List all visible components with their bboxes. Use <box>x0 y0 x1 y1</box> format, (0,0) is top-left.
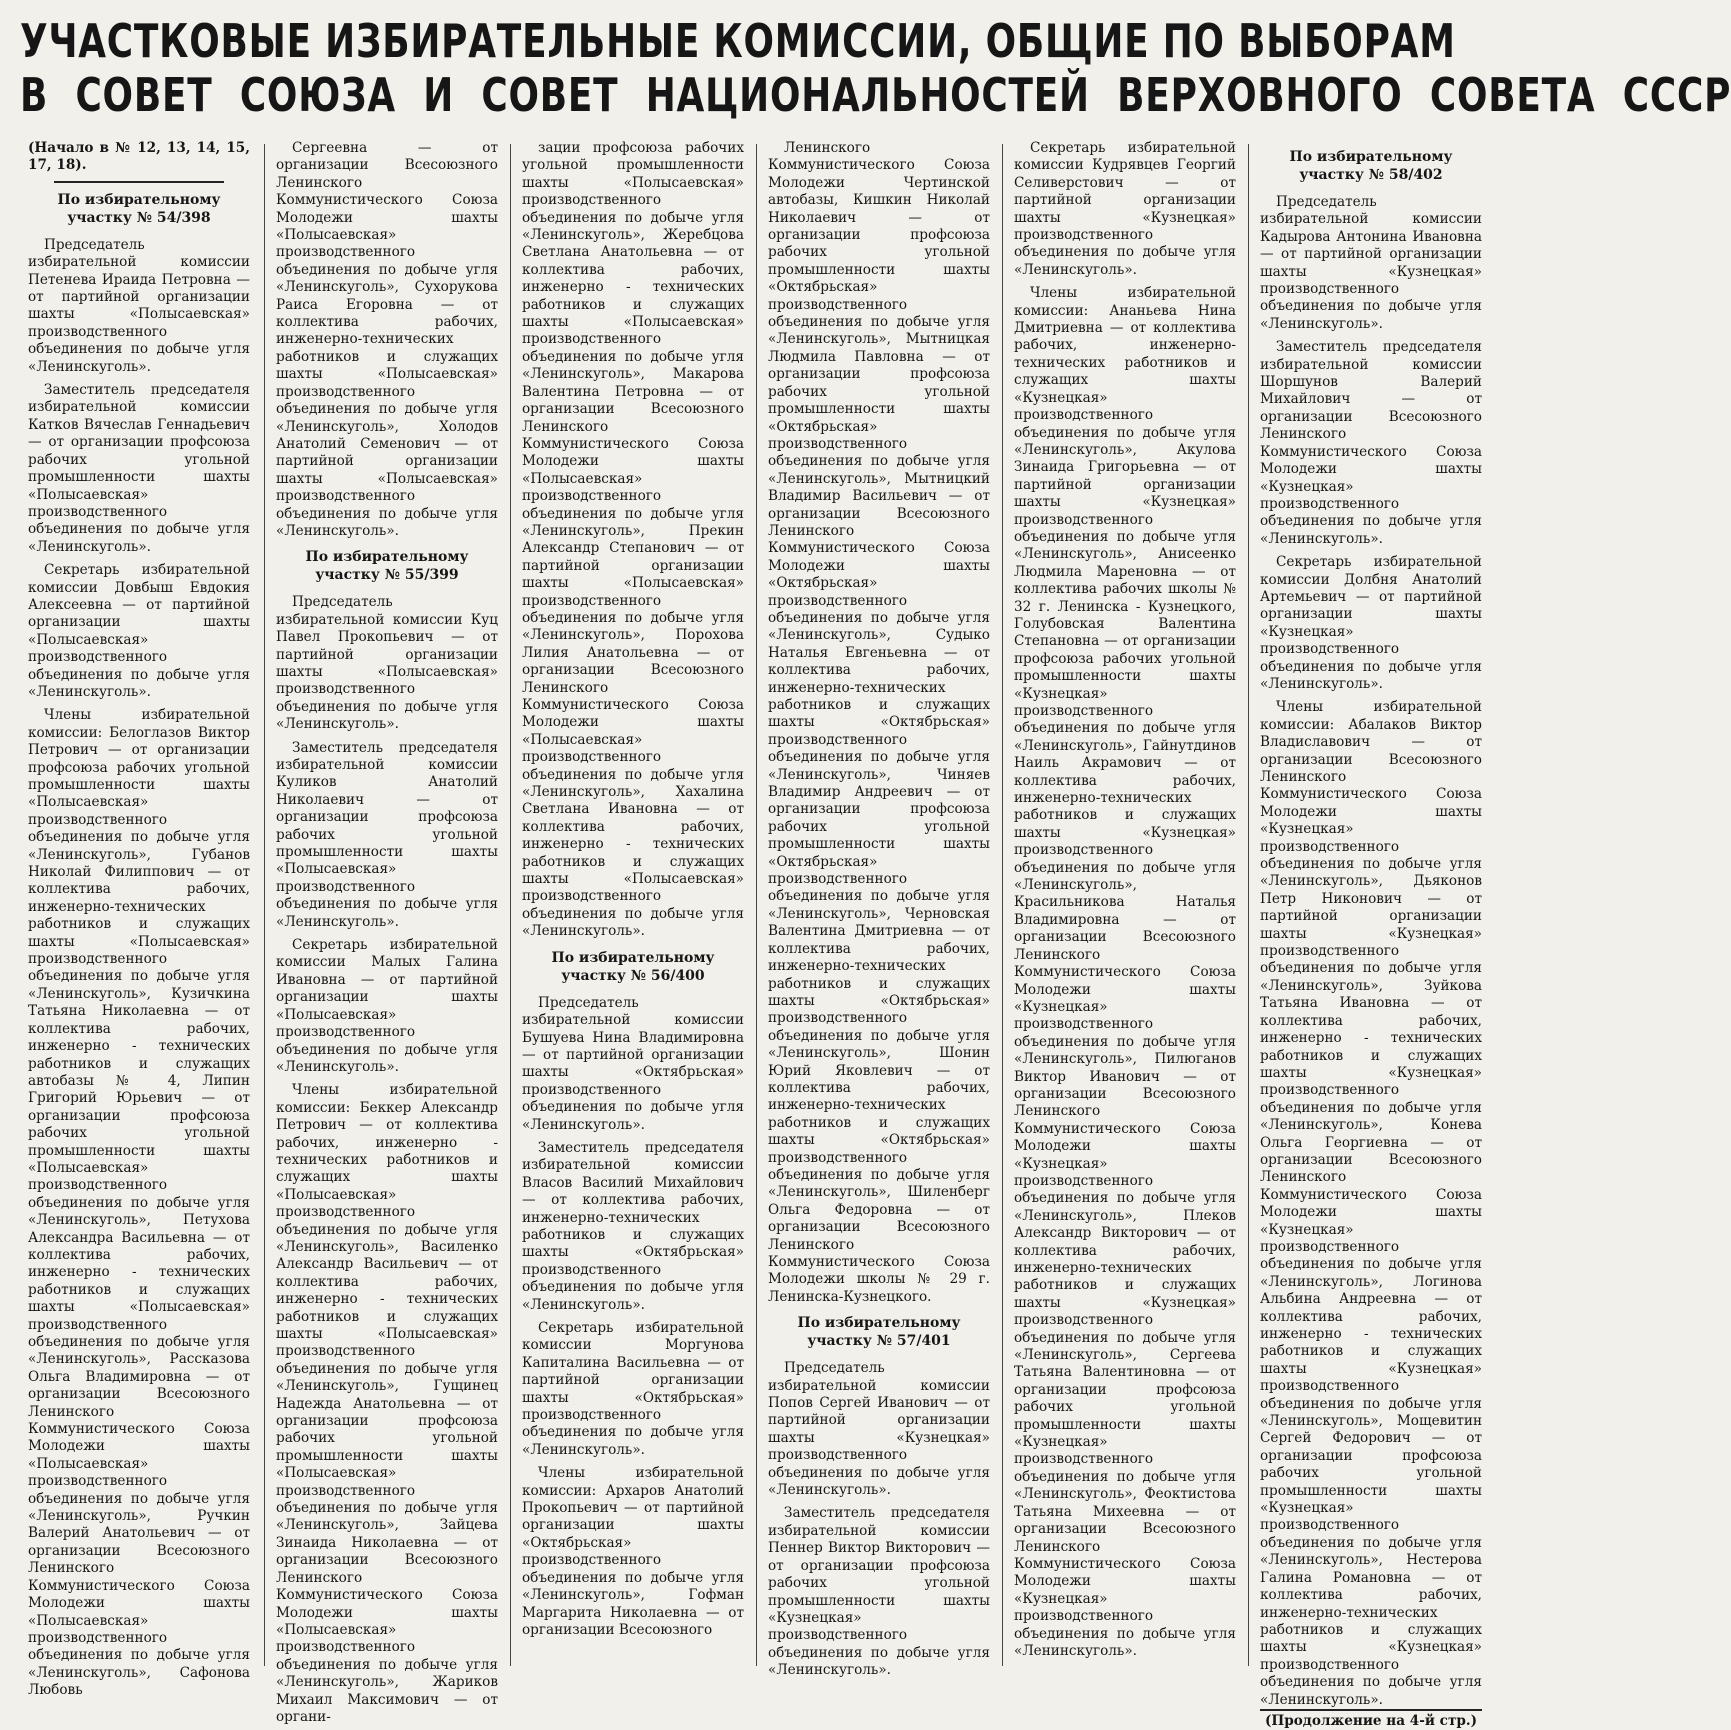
paragraph: Заместитель председателя избирательной комиссии Пеннер Виктор Викторович — от организации профсоюза рабочих угольной промышленности шахты «Кузнецкая» производственного объединения по добыче угля «Ленинскуголь». <box>768 1505 990 1679</box>
column-rule <box>1248 144 1249 1666</box>
column-3 <box>522 140 744 1670</box>
column-rule <box>264 144 265 1666</box>
section-heading-57: По избирательному участку № 57/401 <box>797 1315 961 1350</box>
paragraph: Секретарь избирательной комиссии Долбня Анатолий Артемьевич — от партийной организации шахты «Кузнецкая» производственного объединения по добыче угля «Ленинскуголь». <box>1260 554 1482 692</box>
column-text <box>276 140 498 540</box>
paragraph: Секретарь избирательной комиссии Малых Галина Ивановна — от партийной организации шахты «Полысаевская» производственного объединения по добыче угля «Ленинскуголь». <box>276 937 498 1075</box>
column-1 <box>28 140 250 1699</box>
paragraph: Заместитель председателя избирательной комиссии Катков Вячеслав Геннадьевич — от организации профсоюза рабочих угольной промышленности шахты «Полысаевская» производственного объединения по добыче угля «Ленинскуголь». <box>28 382 250 555</box>
section-heading-54: По избирательному участку № 54/398 <box>57 191 221 226</box>
column-5 <box>1014 140 1236 1670</box>
column-text <box>1014 140 1236 1660</box>
paragraph: Заместитель председателя избирательной комиссии Куликов Анатолий Николаевич — от организации профсоюза рабочих угольной промышленности шахты «Полысаевская» производственного объединения по добыче угля «Ленинскуголь». <box>276 739 498 930</box>
headline <box>20 14 1731 122</box>
paragraph: Секретарь избирательной комиссии Кудрявцев Георгий Селиверстович — от партийной организации шахты «Кузнецкая» производственного объединения по добыче угля «Ленинскуголь». <box>1014 140 1236 278</box>
paragraph: Секретарь избирательной комиссии Довбыш Евдокия Алексеевна — от партийной организации шахты «Полысаевская» производственного объединения по добыче угля «Ленинскуголь». <box>28 562 250 700</box>
section-heading-55: По избирательному участку № 55/399 <box>305 549 469 584</box>
column-rule <box>510 144 511 1666</box>
column-text <box>768 140 990 1306</box>
column-rule <box>756 144 757 1666</box>
paragraph: Члены избирательной комиссии: Архаров Анатолий Прокопьевич — от партийной организации шахты «Октябрьская» производственного объединения по добыче угля «Ленинскуголь», Гофман Маргарита Николаевна — от организации Всесоюзного <box>522 1465 744 1638</box>
column-4 <box>768 140 990 1679</box>
headline-line-2: В СОВЕТ СОЮЗА И СОВЕТ НАЦИОНАЛЬНОСТЕЙ ВЕРХОВНОГО СОВЕТА СССР <box>20 68 1731 122</box>
paragraph: Сергеевна — от организации Всесоюзного Ленинского Коммунистического Союза Молодежи шахты «Полысаевская» производственного объединения по добыче угля «Ленинскуголь», Сухорукова Раиса Егоровна — от коллектива рабочих, инженерно-технических работников и служащих шахты «Полысаевская» производственного объединения по добыче угля «Ленинскуголь», Холодов Анатолий Семенович — от партийной организации шахты «Полысаевская» производственного объединения по добыче угля «Ленинскуголь». <box>276 140 498 539</box>
section-heading-58: По избирательному участку № 58/402 <box>1289 149 1453 183</box>
paragraph: Члены избирательной комиссии: Ананьева Нина Дмитриевна — от коллектива рабочих, инженерно-технических работников и служащих шахты «Кузнецкая» производственного объединения по добыче угля «Ленинскуголь», Акулова Зинаида Григорьевна — от партийной организации шахты «Кузнецкая» производственного объединения по добыче угля «Ленинскуголь», Анисеенко Людмила Мареновна — от коллектива рабочих школы № 32 г. Ленинска - Кузнецкого, Голубовская Валентина Степановна — от организации профсоюза рабочих угольной промышленности шахты «Кузнецкая» производственного объединения по добыче угля «Ленинскуголь», Гайнутдинов Наиль Акрамович — от коллектива рабочих, инженерно-технических работников и служащих шахты «Кузнецкая» производственного объединения по добыче угля «Ленинскуголь», Красильникова Наталья Владимировна — от организации Всесоюзного Ленинского Коммунистического Союза Молодежи шахты «Кузнецкая» производственного объединения по добыче угля «Ленинскуголь», Пилюганов Виктор Иванович — от организации Всесоюзного Ленинского Коммунистического Союза Молодежи шахты «Кузнецкая» производственного объединения по добыче угля «Ленинскуголь», Плеков Александр Викторович — от коллектива рабочих, инженерно-технических работников и служащих шахты «Кузнецкая» производственного объединения по добыче угля «Ленинскуголь», Сергеева Татьяна Валентиновна — от организации профсоюза рабочих угольной промышленности шахты «Кузнецкая» производственного объединения по добыче угля «Ленинскуголь», Феоктистова Татьяна Михеевна — от организации Всесоюзного Ленинского Коммунистического Союза Молодежи шахты «Кузнецкая» производственного объединения по добыче угля «Ленинскуголь». <box>1014 285 1236 1659</box>
column-text <box>276 594 498 1726</box>
column-text <box>522 140 744 941</box>
paragraph: Председатель избирательной комиссии Бушуева Нина Владимировна — от партийной организации шахты «Октябрьская» производственного объединения по добыче угля «Ленинскуголь». <box>522 994 744 1133</box>
paragraph: Члены избирательной комиссии: Абалаков Виктор Владиславович — от организации Всесоюзного Ленинского Коммунистического Союза Молодежи шахты «Кузнецкая» производственного объединения по добыче угля «Ленинскуголь», Дьяконов Петр Никонович — от партийной организации шахты «Кузнецкая» производственного объединения по добыче угля «Ленинскуголь», Зуйкова Татьяна Ивановна — от коллектива рабочих, инженерно - технических работников и служащих шахты «Кузнецкая» производственного объединения по добыче угля «Ленинскуголь», Конева Ольга Георгиевна — от организации Всесоюзного Ленинского Коммунистического Союза Молодежи шахты «Кузнецкая» производственного объединения по добыче угля «Ленинскуголь», Логинова Альбина Андреевна — от коллектива рабочих, инженерно - технических работников и служащих шахты «Кузнецкая» производственного объединения по добыче угля «Ленинскуголь», Мощевитин Сергей Федорович — от организации профсоюза рабочих угольной промышленности шахты «Кузнецкая» производственного объединения по добыче угля «Ленинскуголь», Нестерова Галина Романовна — от коллектива рабочих, инженерно-технических работников и служащих шахты «Кузнецкая» производственного объединения по добыче угля «Ленинскуголь». <box>1260 699 1482 1708</box>
divider <box>54 181 224 183</box>
column-2 <box>276 140 498 1725</box>
paragraph: Секретарь избирательной комиссии Моргунова Капиталина Васильевна — от партийной организации шахты «Октябрьская» производственного объединения по добыче угля «Ленинскуголь». <box>522 1320 744 1458</box>
column-text <box>768 1360 990 1679</box>
paragraph: Члены избирательной комиссии: Беккер Александр Петрович — от коллектива рабочих, инженерно - технических работников и служащих шахты «Полысаевская» производственного объединения по добыче угля «Ленинскуголь», Василенко Александр Васильевич — от коллектива рабочих, инженерно - технических работников и служащих шахты «Полысаевская» производственного объединения по добыче угля «Ленинскуголь», Гущинец Надежда Анатольевна — от организации профсоюза рабочих угольной промышленности шахты «Полысаевская» производственного объединения по добыче угля «Ленинскуголь», Зайцева Зинаида Николаевна — от организации Всесоюзного Ленинского Коммунистического Союза Молодежи шахты «Полысаевская» производственного объединения по добыче угля «Ленинскуголь», Жариков Михаил Максимович — от органи- <box>276 1082 498 1725</box>
continued-to-note: (Продолжение на 4-й стр.) <box>1260 1709 1482 1730</box>
column-text <box>522 995 744 1640</box>
paragraph: Ленинского Коммунистического Союза Молодежи Чертинской автобазы, Кишкин Николай Николаевич — от организации профсоюза рабочих угольной промышленности шахты «Октябрьская» производственного объединения по добыче угля «Ленинскуголь», Мытницкая Людмила Павловна — от организации профсоюза рабочих угольной промышленности шахты «Октябрьская» производственного объединения по добыче угля «Ленинскуголь», Мытницкий Владимир Васильевич — от организации Всесоюзного Ленинского Коммунистического Союза Молодежи шахты «Октябрьская» производственного объединения по добыче угля «Ленинскуголь», Судыко Наталья Евгеньевна — от коллектива рабочих, инженерно-технических работников и служащих шахты «Октябрьская» производственного объединения по добыче угля «Ленинскуголь», Чиняев Владимир Андреевич — от организации профсоюза рабочих угольной промышленности шахты «Октябрьская» производственного объединения по добыче угля «Ленинскуголь», Черновская Валентина Дмитриевна — от коллектива рабочих, инженерно-технических работников и служащих шахты «Октябрьская» производственного объединения по добыче угля «Ленинскуголь», Шонин Юрий Яковлевич — от коллектива рабочих, инженерно-технических работников и служащих шахты «Октябрьская» производственного объединения по добыче угля «Ленинскуголь», Шиленберг Ольга Федоровна — от организации Всесоюзного Ленинского Коммунистического Союза Молодежи школы № 29 г. Ленинска-Кузнецкого. <box>768 140 990 1305</box>
paragraph: Председатель избирательной комиссии Петенева Ираида Петровна — от партийной организации шахты «Полысаевская» производственного объединения по добыче угля «Ленинскуголь». <box>28 236 250 375</box>
paragraph: Заместитель председателя избирательной комиссии Шоршунов Валерий Михайлович — от организации Всесоюзного Ленинского Коммунистического Союза Молодежи шахты «Кузнецкая» производственного объединения по добыче угля «Ленинскуголь». <box>1260 339 1482 547</box>
headline-line-1: УЧАСТКОВЫЕ ИЗБИРАТЕЛЬНЫЕ КОМИССИИ, ОБЩИЕ ПО ВЫБОРАМ <box>20 14 1456 68</box>
continued-from-note: (Начало в № 12, 13, 14, 15, 17, 18). <box>28 140 250 174</box>
column-rule <box>1002 144 1003 1666</box>
paragraph: Председатель избирательной комиссии Попов Сергей Иванович — от партийной организации шахты «Кузнецкая» производственного объединения по добыче угля «Ленинскуголь». <box>768 1360 990 1499</box>
paragraph: Председатель избирательной комиссии Кадырова Антонина Ивановна — от партийной организации шахты «Кузнецкая» производственного объединения по добыче угля «Ленинскуголь». <box>1260 194 1482 332</box>
article-columns <box>28 140 1488 1729</box>
paragraph: Председатель избирательной комиссии Куц Павел Прокопьевич — от партийной организации шахты «Полысаевская» производственного объединения по добыче угля «Ленинскуголь». <box>276 594 498 733</box>
column-text <box>28 237 250 1700</box>
paragraph: Члены избирательной комиссии: Белоглазов Виктор Петрович — от организации профсоюза рабочих угольной промышленности шахты «Полысаевская» производственного объединения по добыче угля «Ленинскуголь», Губанов Николай Филиппович — от коллектива рабочих, инженерно-технических работников и служащих шахты «Полысаевская» производственного объединения по добыче угля «Ленинскуголь», Кузичкина Татьяна Николаевна — от коллектива рабочих, инженерно - технических работников и служащих автобазы № 4, Липин Григорий Юрьевич — от организации профсоюза рабочих угольной промышленности шахты «Полысаевская» производственного объединения по добыче угля «Ленинскуголь», Петухова Александра Васильевна — от коллектива рабочих, инженерно - технических работников и служащих шахты «Полысаевская» производственного объединения по добыче угля «Ленинскуголь», Рассказова Ольга Владимировна — от организации Всесоюзного Ленинского Коммунистического Союза Молодежи шахты «Полысаевская» производственного объединения по добыче угля «Ленинскуголь», Ручкин Валерий Анатольевич — от организации Всесоюзного Ленинского Коммунистического Союза Молодежи шахты «Полысаевская» производственного объединения по добыче угля «Ленинскуголь», Сафонова Любовь <box>28 707 250 1699</box>
column-6 <box>1260 140 1482 1729</box>
paragraph: Заместитель председателя избирательной комиссии Власов Василий Михайлович — от коллектива рабочих, инженерно-технических работников и служащих шахты «Октябрьская» производственного объединения по добыче угля «Ленинскуголь». <box>522 1139 744 1313</box>
paragraph: зации профсоюза рабочих угольной промышленности шахты «Полысаевская» производственного объединения по добыче угля «Ленинскуголь», Жеребцова Светлана Анатольевна — от коллектива рабочих, инженерно - технических работников и служащих шахты «Полысаевская» производственного объединения по добыче угля «Ленинскуголь», Макарова Валентина Петровна — от организации Всесоюзного Ленинского Коммунистического Союза Молодежи шахты «Полысаевская» производственного объединения по добыче угля «Ленинскуголь», Прекин Александр Степанович — от партийной организации шахты «Полысаевская» производственного объединения по добыче угля «Ленинскуголь», Порохова Лилия Анатольевна — от организации Всесоюзного Ленинского Коммунистического Союза Молодежи шахты «Полысаевская» производственного объединения по добыче угля «Ленинскуголь», Хахалина Светлана Ивановна — от коллектива рабочих, инженерно - технических работников и служащих шахты «Полысаевская» производственного объединения по добыче угля «Ленинскуголь». <box>522 140 744 940</box>
section-heading-56: По избирательному участку № 56/400 <box>551 949 715 984</box>
column-text <box>1260 194 1482 1709</box>
